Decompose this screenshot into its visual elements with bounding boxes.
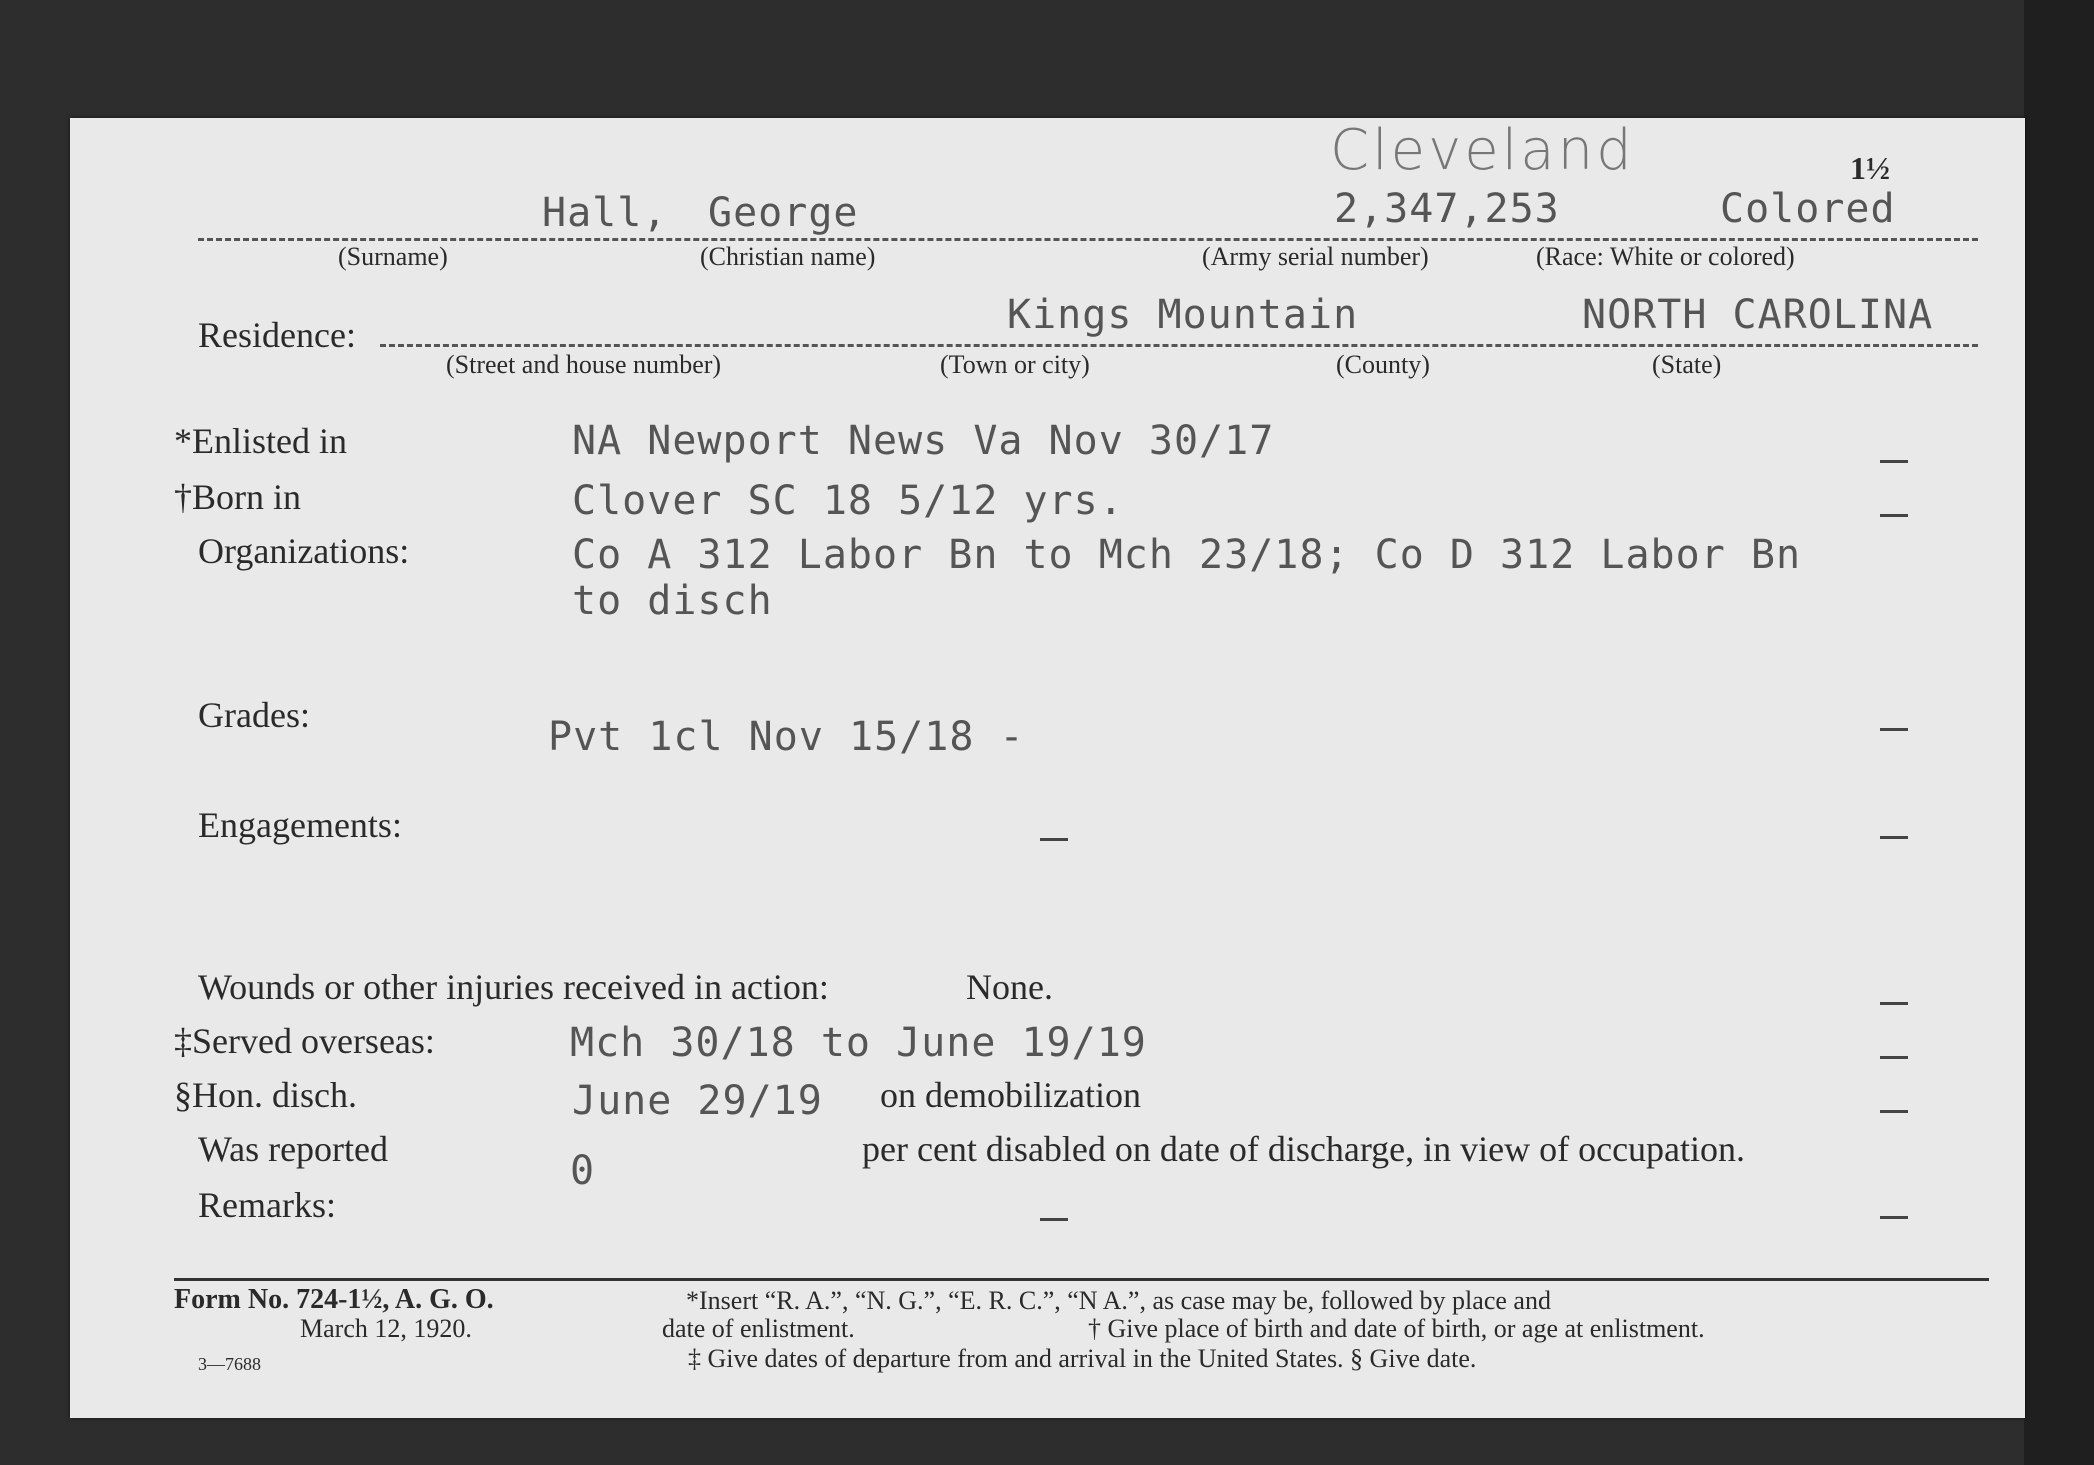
form-number: Form No. 724-1½, A. G. O. — [174, 1284, 494, 1315]
residence-town: Kings Mountain — [1007, 292, 1359, 338]
overseas-end-dash — [1880, 1056, 1908, 1059]
remarks-label: Remarks: — [198, 1185, 336, 1225]
overseas-label: ‡Served overseas: — [174, 1021, 435, 1061]
engagements-dash — [1040, 838, 1068, 841]
hon-disch-end-dash — [1880, 1110, 1908, 1113]
organizations-line2: to disch — [572, 578, 773, 624]
caption-street: (Street and house number) — [446, 350, 722, 379]
overseas-value: Mch 30/18 to June 19/19 — [570, 1020, 1147, 1066]
caption-surname: (Surname) — [338, 242, 448, 271]
born-end-dash — [1880, 514, 1908, 517]
remarks-end-dash — [1880, 1216, 1908, 1219]
caption-army-serial: (Army serial number) — [1202, 242, 1429, 271]
army-serial-number: 2,347,253 — [1334, 186, 1560, 232]
organizations-label: Organizations: — [198, 531, 410, 571]
surname: Hall, — [542, 190, 668, 236]
reported-label: Was reported — [198, 1129, 389, 1169]
grades-end-dash — [1880, 728, 1908, 731]
caption-county: (County) — [1336, 350, 1430, 379]
hon-disch-value: June 29/19 — [572, 1078, 823, 1124]
engagements-end-dash — [1880, 836, 1908, 839]
form-date: March 12, 1920. — [300, 1314, 472, 1343]
caption-state: (State) — [1652, 350, 1722, 379]
name-underline — [198, 238, 1978, 241]
hon-disch-label: §Hon. disch. — [174, 1075, 357, 1115]
caption-town: (Town or city) — [940, 350, 1090, 379]
residence-underline — [380, 344, 1978, 347]
footnote-line2a: date of enlistment. — [662, 1314, 855, 1343]
reported-suffix: per cent disabled on date of discharge, in view of occupation. — [862, 1129, 1746, 1169]
footnote-line1: *Insert “R. A.”, “N. G.”, “E. R. C.”, “N A.”, as case may be, followed by place and — [686, 1286, 1551, 1315]
grades-label: Grades: — [198, 695, 310, 735]
engagements-label: Engagements: — [198, 805, 402, 845]
county-handwritten: Cleveland — [1330, 118, 1635, 183]
race: Colored — [1720, 186, 1896, 232]
caption-race: (Race: White or colored) — [1536, 242, 1795, 271]
footnote-line3: ‡ Give dates of departure from and arrival in the United States. § Give date. — [688, 1344, 1477, 1373]
wounds-label: Wounds or other injuries received in action: — [198, 967, 829, 1007]
reported-value: 0 — [570, 1148, 596, 1194]
caption-christian-name: (Christian name) — [700, 242, 876, 271]
service-record-card — [70, 118, 2025, 1418]
wounds-value: None. — [966, 967, 1053, 1007]
organizations-line1: Co A 312 Labor Bn to Mch 23/18; Co D 312 Labor Bn — [572, 532, 1802, 578]
residence-label: Residence: — [198, 315, 356, 355]
remarks-dash — [1040, 1218, 1068, 1221]
footer-rule — [174, 1278, 1989, 1281]
born-value: Clover SC 18 5/12 yrs. — [572, 478, 1124, 524]
residence-state: NORTH CAROLINA — [1582, 292, 1934, 338]
grades-value: Pvt 1cl Nov 15/18 - — [548, 714, 1025, 760]
fraction-mark: 1½ — [1850, 150, 1890, 186]
hon-disch-suffix: on demobilization — [880, 1075, 1141, 1115]
background-edge — [2024, 0, 2094, 1465]
enlisted-label: *Enlisted in — [174, 421, 347, 461]
enlisted-value: NA Newport News Va Nov 30/17 — [572, 418, 1275, 464]
footnote-line2b: † Give place of birth and date of birth, or age at enlistment. — [1088, 1314, 1705, 1343]
enlisted-end-dash — [1880, 460, 1908, 463]
print-code: 3—7688 — [198, 1354, 261, 1374]
born-label: †Born in — [174, 477, 302, 517]
wounds-end-dash — [1880, 1002, 1908, 1005]
christian-name: George — [708, 190, 859, 236]
